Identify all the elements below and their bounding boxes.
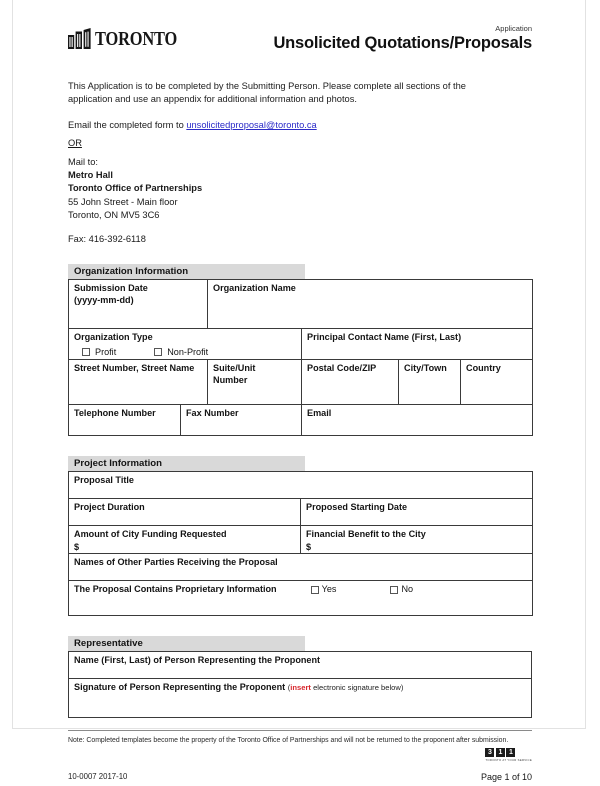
section-header-representative: Representative (68, 636, 305, 651)
311-badge-icon (485, 748, 532, 763)
footer-row (68, 748, 532, 786)
field-suite-unit[interactable] (208, 360, 302, 405)
table-row (69, 679, 532, 718)
field-country[interactable] (461, 360, 533, 405)
organization-type-options (74, 347, 296, 357)
document-header (68, 24, 532, 64)
field-hint-date-format: (yyyy-mm-dd) (74, 294, 134, 305)
table-row (69, 499, 533, 526)
field-label-suite-line1: Suite/Unit (213, 363, 256, 374)
form-id: 10-0007 2017-10 (68, 771, 128, 781)
field-other-parties[interactable] (69, 554, 533, 581)
checkbox-label-profit: Profit (95, 346, 117, 357)
field-label-email: Email (307, 408, 332, 419)
toronto-city-hall-buildings-icon (68, 28, 92, 49)
table-row (69, 554, 533, 581)
field-telephone[interactable] (69, 405, 181, 436)
field-proposal-title[interactable] (69, 472, 533, 499)
address-metro-hall: Metro Hall (68, 170, 113, 181)
field-label-proprietary: The Proposal Contains Proprietary Information (74, 584, 277, 595)
table-row (69, 652, 532, 679)
email-instruction (68, 119, 532, 132)
fax-number: Fax: 416-392-6118 (68, 234, 146, 245)
checkbox-label-non-profit: Non-Profit (167, 346, 209, 357)
signature-hint-insert: insert (290, 683, 311, 693)
field-label-project-duration: Project Duration (74, 502, 145, 513)
field-representative-name[interactable] (69, 652, 532, 679)
table-row (69, 472, 533, 499)
field-label-financial-benefit: Financial Benefit to the City (306, 529, 426, 540)
table-row (69, 526, 533, 554)
311-digit: 1 (506, 748, 515, 757)
document-content (68, 24, 532, 786)
section-header-project: Project Information (68, 456, 305, 471)
field-submission-date[interactable] (69, 280, 208, 329)
checkbox-proprietary-yes[interactable] (311, 586, 319, 594)
311-digit: 1 (496, 748, 505, 757)
representative-table (68, 651, 532, 718)
field-city-town[interactable] (399, 360, 461, 405)
field-amount-requested[interactable] (69, 526, 301, 554)
signature-hint-open: ( (287, 683, 291, 693)
title-block (273, 24, 532, 53)
311-digits (485, 748, 532, 757)
address-city: Toronto, ON MV5 3C6 (68, 209, 160, 220)
field-label-organization-type: Organization Type (74, 332, 153, 343)
field-street[interactable] (69, 360, 208, 405)
field-label-principal-contact: Principal Contact Name (First, Last) (307, 332, 462, 343)
field-label-signature: Signature of Person Representing the Proponent (74, 682, 288, 693)
field-postal-code[interactable] (302, 360, 399, 405)
address-office: Toronto Office of Partnerships (68, 183, 203, 194)
footer-note: Note: Completed templates become the property of the Toronto Office of Partnerships and will not be returned to the proponent after submission. (68, 737, 509, 745)
checkbox-profit[interactable] (82, 348, 90, 356)
field-label-street: Street Number, Street Name (74, 363, 195, 374)
field-label-other-parties: Names of Other Parties Receiving the Proposal (74, 557, 278, 568)
field-label-fax: Fax Number (186, 408, 239, 419)
checkbox-non-profit[interactable] (154, 348, 162, 356)
field-financial-benefit[interactable] (301, 526, 533, 554)
mail-to-label: Mail to: (68, 157, 98, 167)
field-label-country: Country (466, 363, 501, 374)
checkbox-label-no: No (401, 584, 414, 595)
field-label-postal-code: Postal Code/ZIP (307, 363, 377, 374)
checkbox-proprietary-no[interactable] (390, 586, 398, 594)
table-row (69, 360, 533, 405)
field-signature[interactable] (69, 679, 532, 718)
logo-wordmark: TORONTO (95, 28, 178, 50)
field-organization-name[interactable] (208, 280, 533, 329)
311-digit: 3 (485, 748, 494, 757)
field-label-proposed-starting-date: Proposed Starting Date (306, 502, 408, 513)
table-row (69, 405, 533, 436)
email-instruction-prefix: Email the completed form to (68, 120, 187, 130)
field-label-telephone: Telephone Number (74, 408, 156, 419)
currency-symbol-amount: $ (74, 541, 80, 552)
or-separator: OR (68, 138, 82, 148)
field-label-proposal-title: Proposal Title (74, 475, 134, 486)
field-proprietary-information[interactable] (69, 581, 533, 616)
table-row (69, 280, 533, 329)
page-title: Unsolicited Quotations/Proposals (273, 34, 532, 52)
checkbox-label-yes: Yes (321, 584, 337, 595)
field-email[interactable] (302, 405, 533, 436)
address-street: 55 John Street - Main floor (68, 196, 178, 207)
field-label-submission-date: Submission Date (74, 283, 148, 294)
section-header-organization: Organization Information (68, 264, 305, 279)
field-organization-type[interactable] (69, 329, 302, 360)
field-label-amount-requested: Amount of City Funding Requested (74, 529, 227, 540)
field-label-suite-line2: Number (213, 374, 248, 385)
table-row (69, 329, 533, 360)
proprietary-row (74, 584, 527, 596)
toronto-logo (68, 28, 195, 49)
table-row (69, 581, 533, 616)
application-kicker: Application (495, 24, 532, 33)
field-label-organization-name: Organization Name (213, 283, 296, 294)
footer-divider (68, 730, 532, 731)
field-proposed-starting-date[interactable] (301, 499, 533, 526)
intro-paragraph: This Application is to be completed by the Submitting Person. Please complete all sections of the application and use an appendix for additional information and photos. (68, 81, 466, 104)
311-tagline: TORONTO AT YOUR SERVICE (485, 758, 532, 762)
currency-symbol-benefit: $ (306, 541, 312, 552)
organization-table (68, 279, 533, 436)
field-principal-contact[interactable] (302, 329, 533, 360)
proposal-email-link[interactable]: unsolicitedproposal@toronto.ca (186, 120, 317, 130)
field-label-representative-name: Name (First, Last) of Person Representing the Proponent (74, 655, 321, 666)
project-table (68, 471, 533, 616)
field-fax[interactable] (181, 405, 302, 436)
field-project-duration[interactable] (69, 499, 301, 526)
field-label-city-town: City/Town (404, 363, 447, 374)
signature-hint-rest: electronic signature below) (310, 683, 404, 693)
page-number: Page 1 of 10 (480, 771, 532, 782)
